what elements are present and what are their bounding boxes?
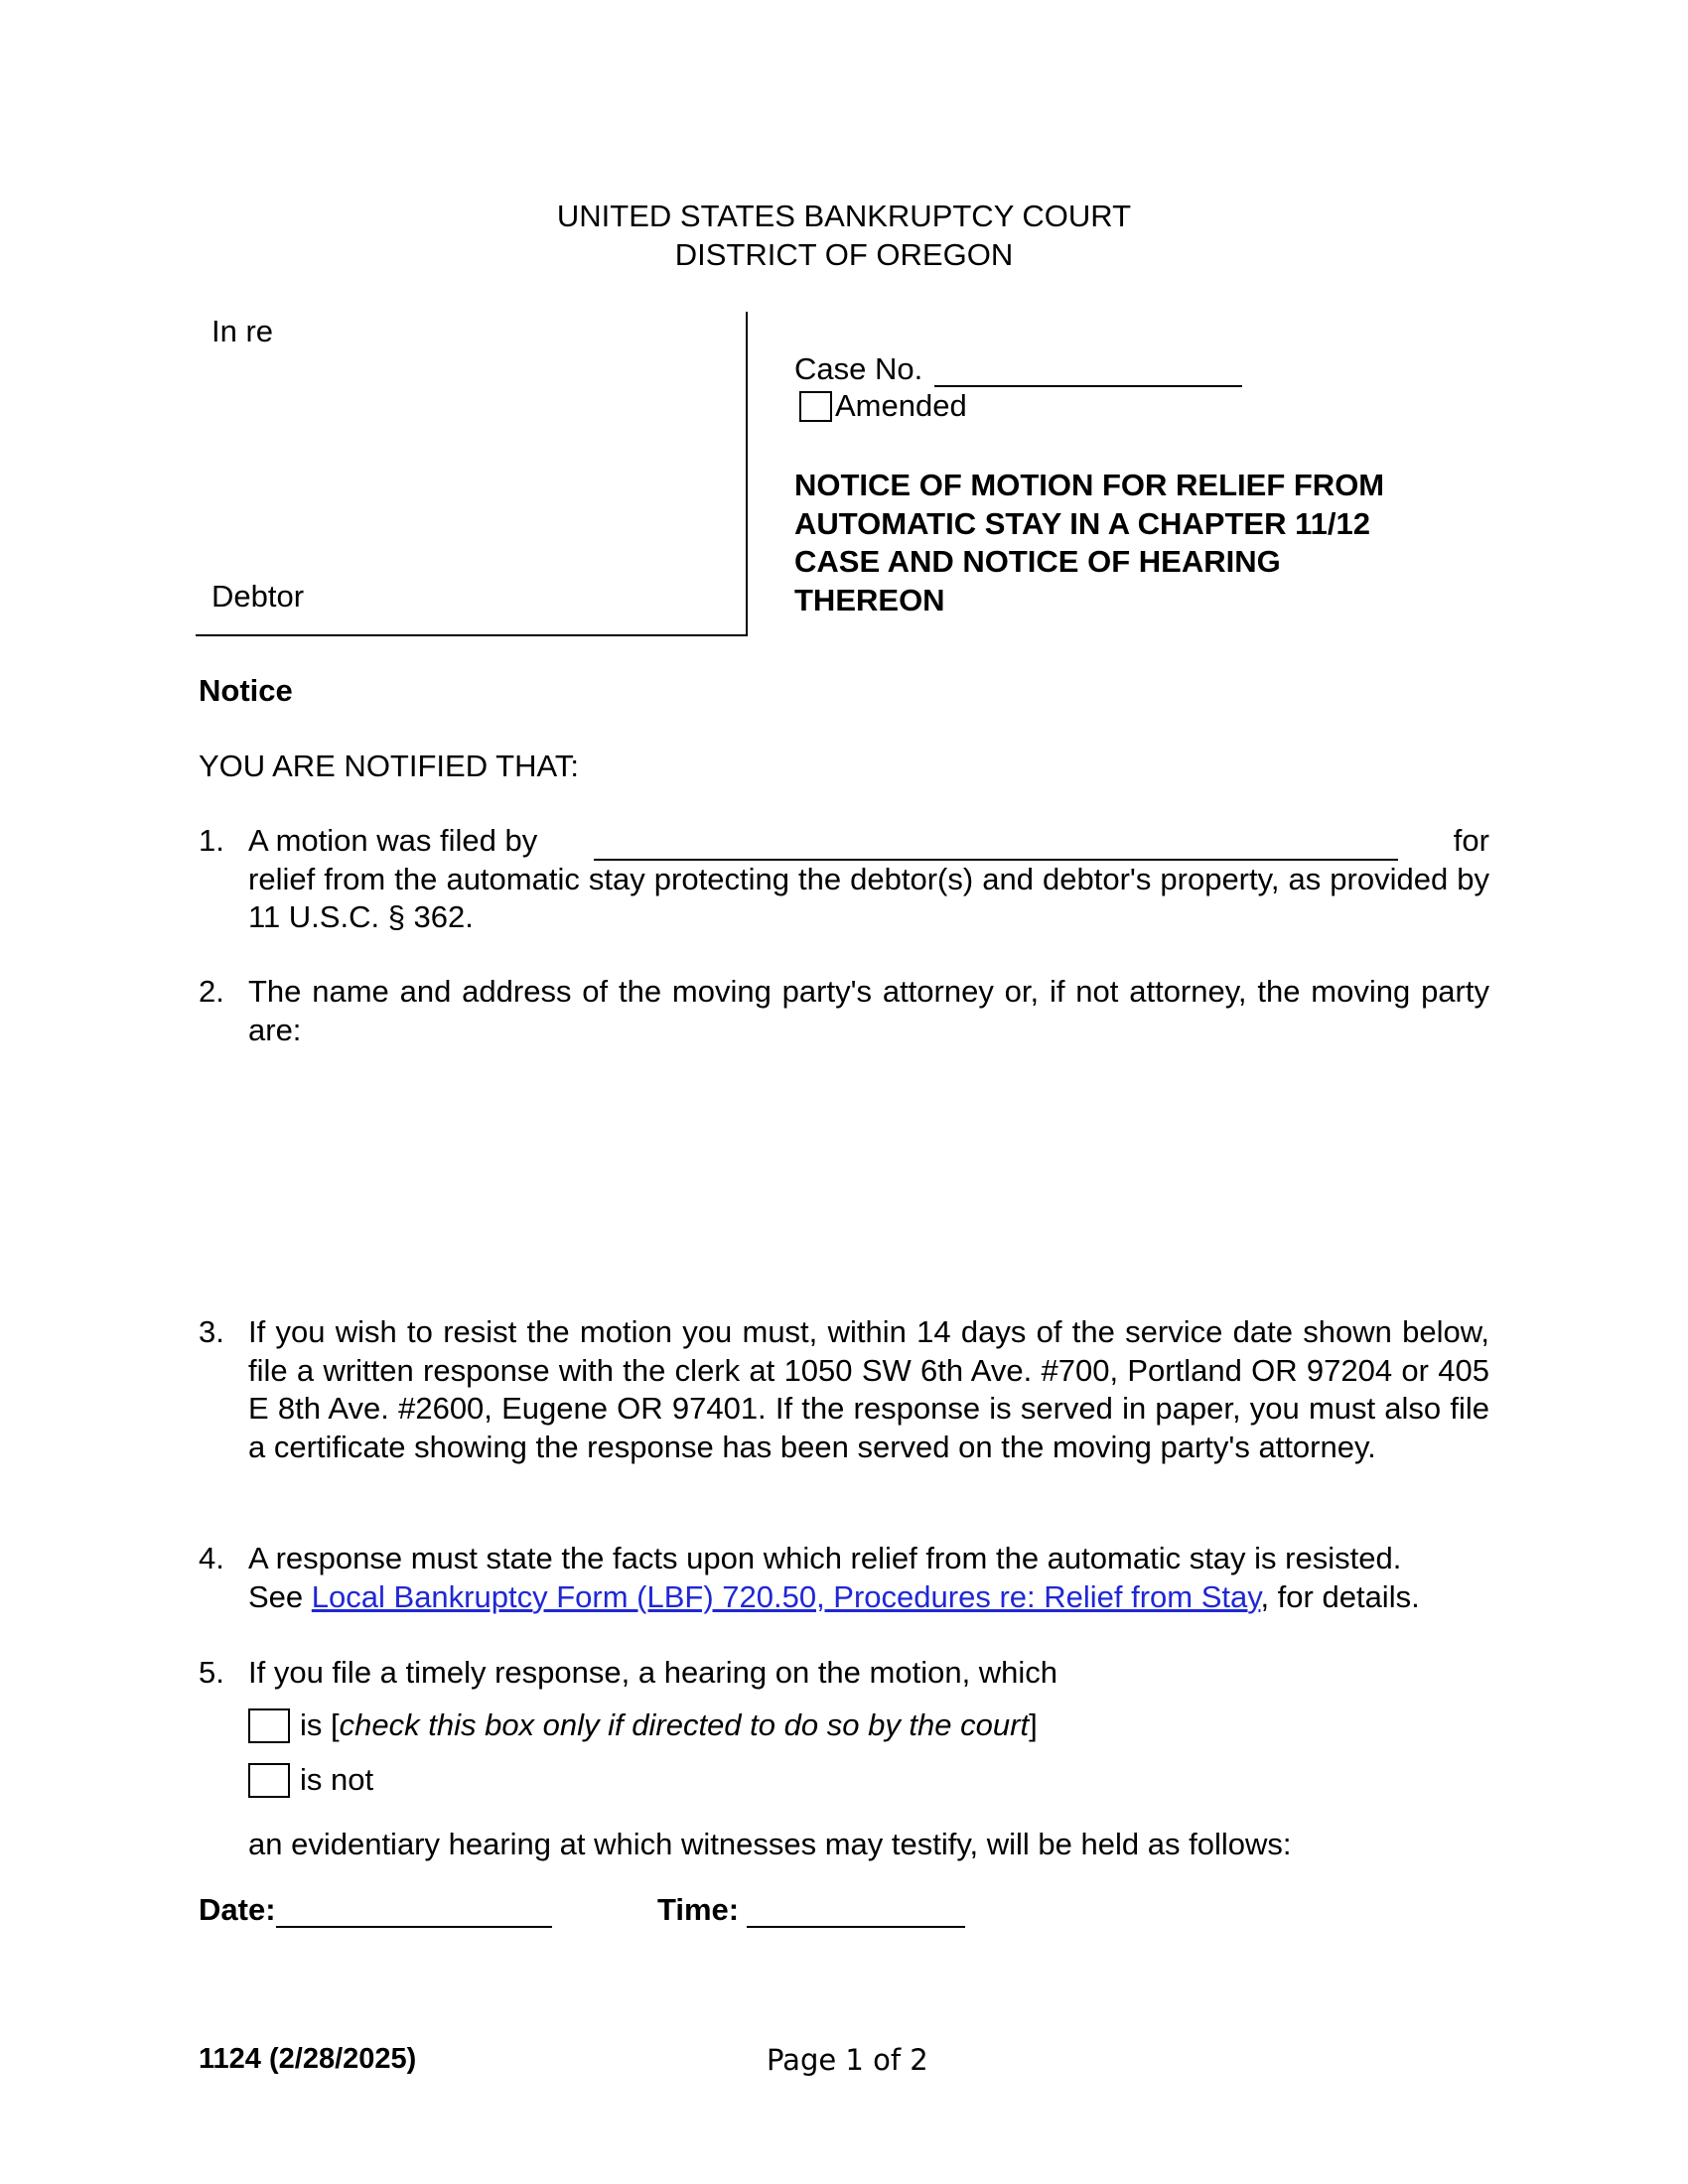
item2-text: The name and address of the moving party's attorney or, if not attorney, the moving party are: [248, 974, 1489, 1047]
case-no-label: Case No. [794, 351, 923, 386]
item4-after-text: , for details. [1260, 1578, 1420, 1614]
item4-text: A response must state the facts upon which relief from the automatic stay is resisted. [248, 1541, 1402, 1575]
item3-text: If you wish to resist the motion you must, within 14 days of the service date shown below, file a written response with the clerk at 1050 SW 6th Ave. #700, Portland OR 97204 or 405 E 8th Ave. #2600, Eugene OR 97401. If the response is served in paper, you must also file a certificate showing the response has been served on the moving party's attorney. [248, 1314, 1489, 1464]
debtor-label: Debtor [211, 579, 305, 614]
is-label: is [ [300, 1707, 340, 1742]
time-label: Time: [657, 1892, 740, 1927]
item4-see-text: See [248, 1578, 304, 1614]
title-line: THEREON [794, 582, 945, 617]
notice-item-3 [199, 1313, 1489, 1512]
attorney-address-area[interactable] [248, 1057, 1479, 1305]
is-instruction: check this box only if directed to do so by the court [339, 1707, 1030, 1742]
amended-option [799, 388, 967, 424]
is-not-label: is not [300, 1762, 374, 1797]
in-re-label: In re [211, 314, 274, 348]
item-number: 2. [199, 974, 224, 1009]
court-district: DISTRICT OF OREGON [674, 237, 1014, 272]
page-number: Page 1 of 2 [767, 2043, 928, 2077]
hearing-is-checkbox[interactable] [248, 1708, 290, 1743]
case-number-input[interactable] [934, 357, 1242, 387]
amended-checkbox[interactable] [799, 391, 832, 422]
notified-intro: YOU ARE NOTIFIED THAT: [199, 749, 579, 783]
item-number: 5. [199, 1655, 224, 1690]
amended-label: Amended [835, 388, 967, 423]
caption-vertical-divider [746, 312, 748, 636]
is-bracket: ] [1029, 1707, 1038, 1742]
item1-lead-text: A motion was filed by [248, 823, 538, 858]
item-number: 4. [199, 1541, 224, 1575]
title-line: NOTICE OF MOTION FOR RELIEF FROM [794, 468, 1385, 502]
document-title [794, 467, 1489, 619]
date-label: Date: [199, 1892, 276, 1927]
notice-item-2 [199, 973, 1489, 1052]
item-number: 1. [199, 823, 224, 858]
title-line: CASE AND NOTICE OF HEARING [794, 544, 1281, 579]
evidentiary-text: an evidentiary hearing at which witnesses may testify, will be held as follows: [248, 1827, 1292, 1861]
form-code: 1124 (2/28/2025) [199, 2043, 417, 2075]
court-name: UNITED STATES BANKRUPTCY COURT [556, 199, 1132, 233]
notice-item-4 [199, 1540, 1489, 1619]
title-line: AUTOMATIC STAY IN A CHAPTER 11/12 [794, 505, 1370, 541]
notice-item-5 [199, 1654, 1489, 1694]
moving-party-input[interactable] [594, 829, 1398, 861]
item1-rest-text: relief from the automatic stay protecting the debtor(s) and debtor's property, as provided by 11 U.S.C. § 362. [248, 861, 1489, 934]
lbf-720-50-link[interactable]: Local Bankruptcy Form (LBF) 720.50, Procedures re: Relief from Stay [311, 1578, 1261, 1614]
item1-for-text: for [1453, 823, 1489, 858]
case-number-field [794, 351, 1242, 387]
caption-bottom-rule [196, 634, 748, 636]
hearing-is-not-option [248, 1762, 373, 1798]
notice-item-1 [199, 822, 1489, 941]
date-field [199, 1892, 552, 1928]
time-input[interactable] [747, 1896, 965, 1928]
notice-heading: Notice [199, 673, 293, 708]
time-field [657, 1892, 965, 1928]
hearing-is-not-checkbox[interactable] [248, 1763, 290, 1798]
hearing-is-option [248, 1707, 1038, 1743]
item5-text: If you file a timely response, a hearing on the motion, which [248, 1655, 1058, 1690]
item-number: 3. [199, 1314, 224, 1349]
date-input[interactable] [276, 1896, 552, 1928]
